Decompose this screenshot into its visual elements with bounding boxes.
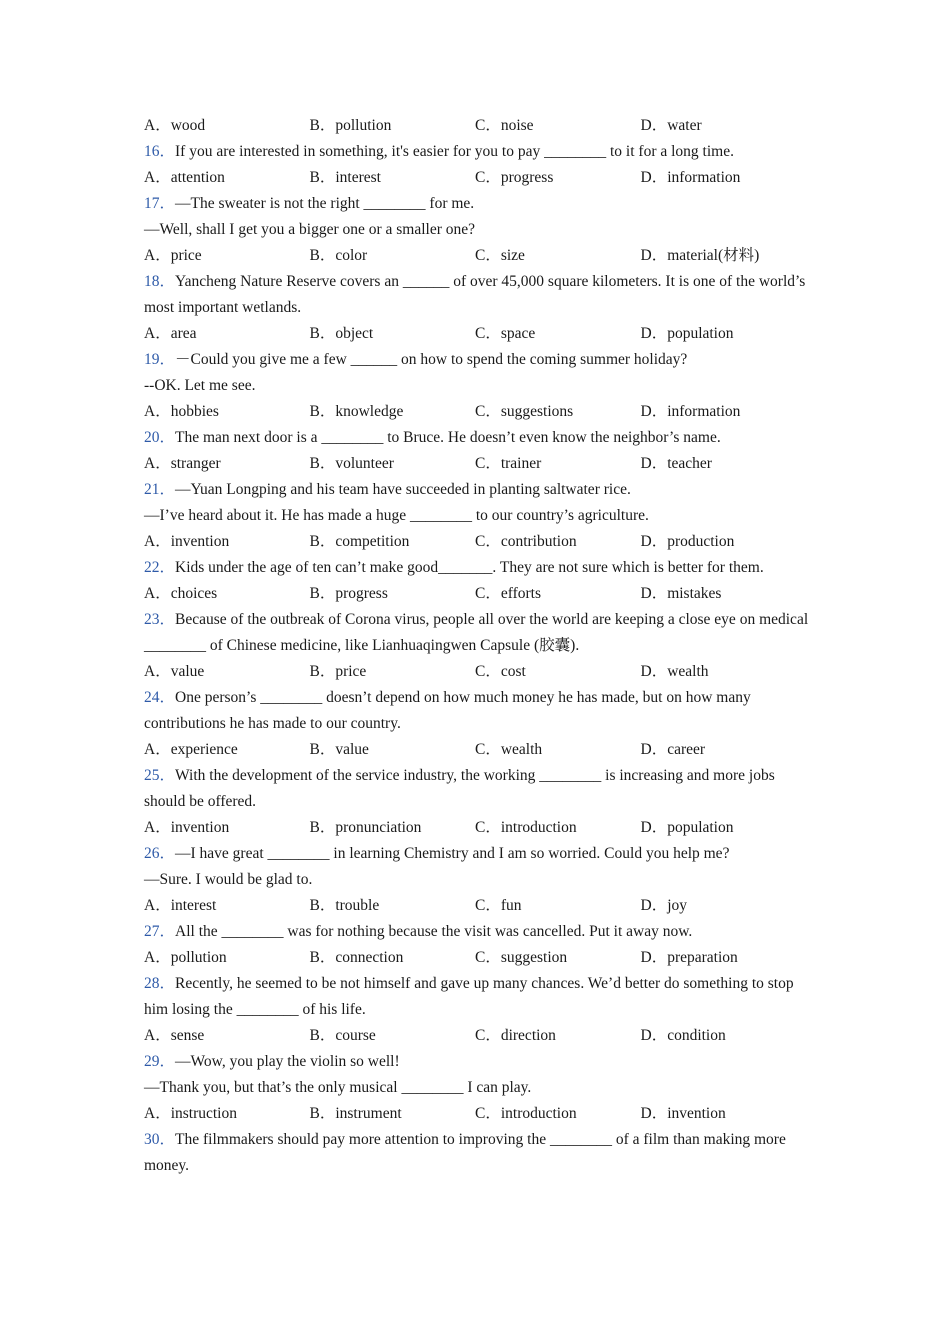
question-block [144,347,814,425]
option: B．pronunciation [309,819,422,836]
question-number: 26． [144,845,176,862]
option: D．teacher [640,455,712,472]
question-text: —I have great ________ in learning Chemistry and I am so worried. Could you help me? [175,845,730,862]
option: A．sense [144,1027,205,1044]
option: C．fun [475,897,522,914]
option: C．progress [475,169,554,186]
answer-options [144,529,814,555]
question-block [144,139,814,191]
answer-options [144,1023,814,1049]
option: B．value [309,741,369,758]
option: A．invention [144,533,230,550]
question-number: 19． [144,351,176,368]
question-block [144,477,814,555]
option: A．hobbies [144,403,219,420]
option: D．mistakes [640,585,722,602]
q15-options [144,113,814,139]
option: D．population [640,325,734,342]
question-stem [144,763,814,815]
option: B．color [309,247,368,264]
option: C．introduction [475,1105,577,1122]
question-text: Kids under the age of ten can’t make good_______. They are not sure which is better for them. [175,559,764,576]
option: B．instrument [309,1105,402,1122]
question-stem [144,685,814,737]
answer-options [144,399,814,425]
question-number: 24． [144,689,176,706]
option: C．suggestion [475,949,568,966]
question-text: —The sweater is not the right ________ for me. [175,195,475,212]
option: A．value [144,663,205,680]
answer-options [144,945,814,971]
option: B．object [309,325,374,342]
question-text: If you are interested in something, it's easier for you to pay ________ to it for a long time. [175,143,734,160]
dialogue-line: —Thank you, but that’s the only musical ________ I can play. [144,1079,532,1096]
option: C．noise [475,117,534,134]
option: C．contribution [475,533,577,550]
option: D．information [640,169,741,186]
question-number: 16． [144,143,176,160]
question-text: —Wow, you play the violin so well! [175,1053,400,1070]
option: A．experience [144,741,238,758]
question-stem [144,1049,814,1075]
question-text: The filmmakers should pay more attention to improving the ________ of a film than making more money. [144,1131,786,1174]
question-block [144,555,814,607]
answer-options [144,165,814,191]
dialogue-line: —I’ve heard about it. He has made a huge ________ to our country’s agriculture. [144,507,649,524]
option: D．water [640,117,702,134]
question-stem [144,919,814,945]
option: C．space [475,325,536,342]
option: D．population [640,819,734,836]
question-stem [144,425,814,451]
answer-options [144,581,814,607]
option: C．direction [475,1027,556,1044]
option: D．wealth [640,663,709,680]
question-number: 20． [144,429,176,446]
question-stem [144,191,814,217]
exam-page [144,113,814,1179]
option: A．stranger [144,455,221,472]
option: D．condition [640,1027,726,1044]
dialogue-line: —Sure. I would be glad to. [144,871,313,888]
question-text: Because of the outbreak of Corona virus, people all over the world are keeping a close eye on medical ________ of Chinese medicine, like Lianhuaqingwen Capsule (胶囊). [144,611,809,654]
question-stem [144,841,814,867]
option: B．interest [309,169,381,186]
option: A．pollution [144,949,227,966]
option: B．pollution [309,117,392,134]
option: A．interest [144,897,217,914]
option: A．price [144,247,202,264]
question-stem [144,269,814,321]
question-number: 23． [144,611,176,628]
option: A．area [144,325,197,342]
question-block [144,1049,814,1127]
dialogue-line: --OK. Let me see. [144,377,256,394]
option: A．wood [144,117,206,134]
answer-options [144,893,814,919]
question-block [144,841,814,919]
question-block [144,1127,814,1179]
question-number: 30． [144,1131,176,1148]
question-number: 21． [144,481,176,498]
answer-options [144,321,814,347]
answer-options [144,1101,814,1127]
question-number: 27． [144,923,176,940]
question-block [144,607,814,685]
option: B．trouble [309,897,380,914]
question-stem [144,1127,814,1179]
dialogue-line: —Well, shall I get you a bigger one or a smaller one? [144,221,476,238]
question-block [144,191,814,269]
question-block [144,919,814,971]
question-text: The man next door is a ________ to Bruce. He doesn’t even know the neighbor’s name. [175,429,721,446]
option: D．joy [640,897,688,914]
answer-options [144,243,814,269]
question-text: Recently, he seemed to be not himself and gave up many chances. We’d better do something to stop him losing the ________ of his life. [144,975,794,1018]
question-block [144,763,814,841]
option: B．progress [309,585,388,602]
option: B．knowledge [309,403,404,420]
option: C．efforts [475,585,542,602]
option: D．invention [640,1105,726,1122]
question-stem [144,555,814,581]
option: A．choices [144,585,218,602]
question-number: 18． [144,273,176,290]
option: B．price [309,663,367,680]
question-stem [144,139,814,165]
option: C．suggestions [475,403,574,420]
answer-options [144,451,814,477]
option: D．material(材料) [640,247,760,264]
question-text: Yancheng Nature Reserve covers an ______ of over 45,000 square kilometers. It is one of the world’s most important wetlands. [144,273,806,316]
option: C．introduction [475,819,577,836]
option: B．course [309,1027,376,1044]
question-text: All the ________ was for nothing because the visit was cancelled. Put it away now. [175,923,693,940]
question-number: 28． [144,975,176,992]
option: C．trainer [475,455,542,472]
question-block [144,269,814,347]
option: C．wealth [475,741,543,758]
option: A．instruction [144,1105,237,1122]
question-block [144,685,814,763]
question-text: One person’s ________ doesn’t depend on how much money he has made, but on how many contributions he has made to our country. [144,689,751,732]
question-number: 17． [144,195,176,212]
question-number: 29． [144,1053,176,1070]
option: A．attention [144,169,225,186]
question-list [144,139,814,1179]
option: B．volunteer [309,455,394,472]
question-number: 25． [144,767,176,784]
option: D．career [640,741,706,758]
question-stem [144,477,814,503]
option: C．cost [475,663,526,680]
option: B．competition [309,533,410,550]
question-stem [144,971,814,1023]
option: D．production [640,533,735,550]
option: C．size [475,247,525,264]
question-text: —Yuan Longping and his team have succeeded in planting saltwater rice. [175,481,631,498]
question-text: With the development of the service industry, the working ________ is increasing and more jobs should be offered. [144,767,775,810]
answer-options [144,737,814,763]
question-stem [144,607,814,659]
option: B．connection [309,949,404,966]
question-block [144,971,814,1049]
option: D．information [640,403,741,420]
option: A．invention [144,819,230,836]
answer-options [144,659,814,685]
question-text: －Could you give me a few ______ on how to spend the coming summer holiday? [175,351,688,368]
question-block [144,425,814,477]
option: D．preparation [640,949,738,966]
question-number: 22． [144,559,176,576]
question-stem [144,347,814,373]
answer-options [144,815,814,841]
